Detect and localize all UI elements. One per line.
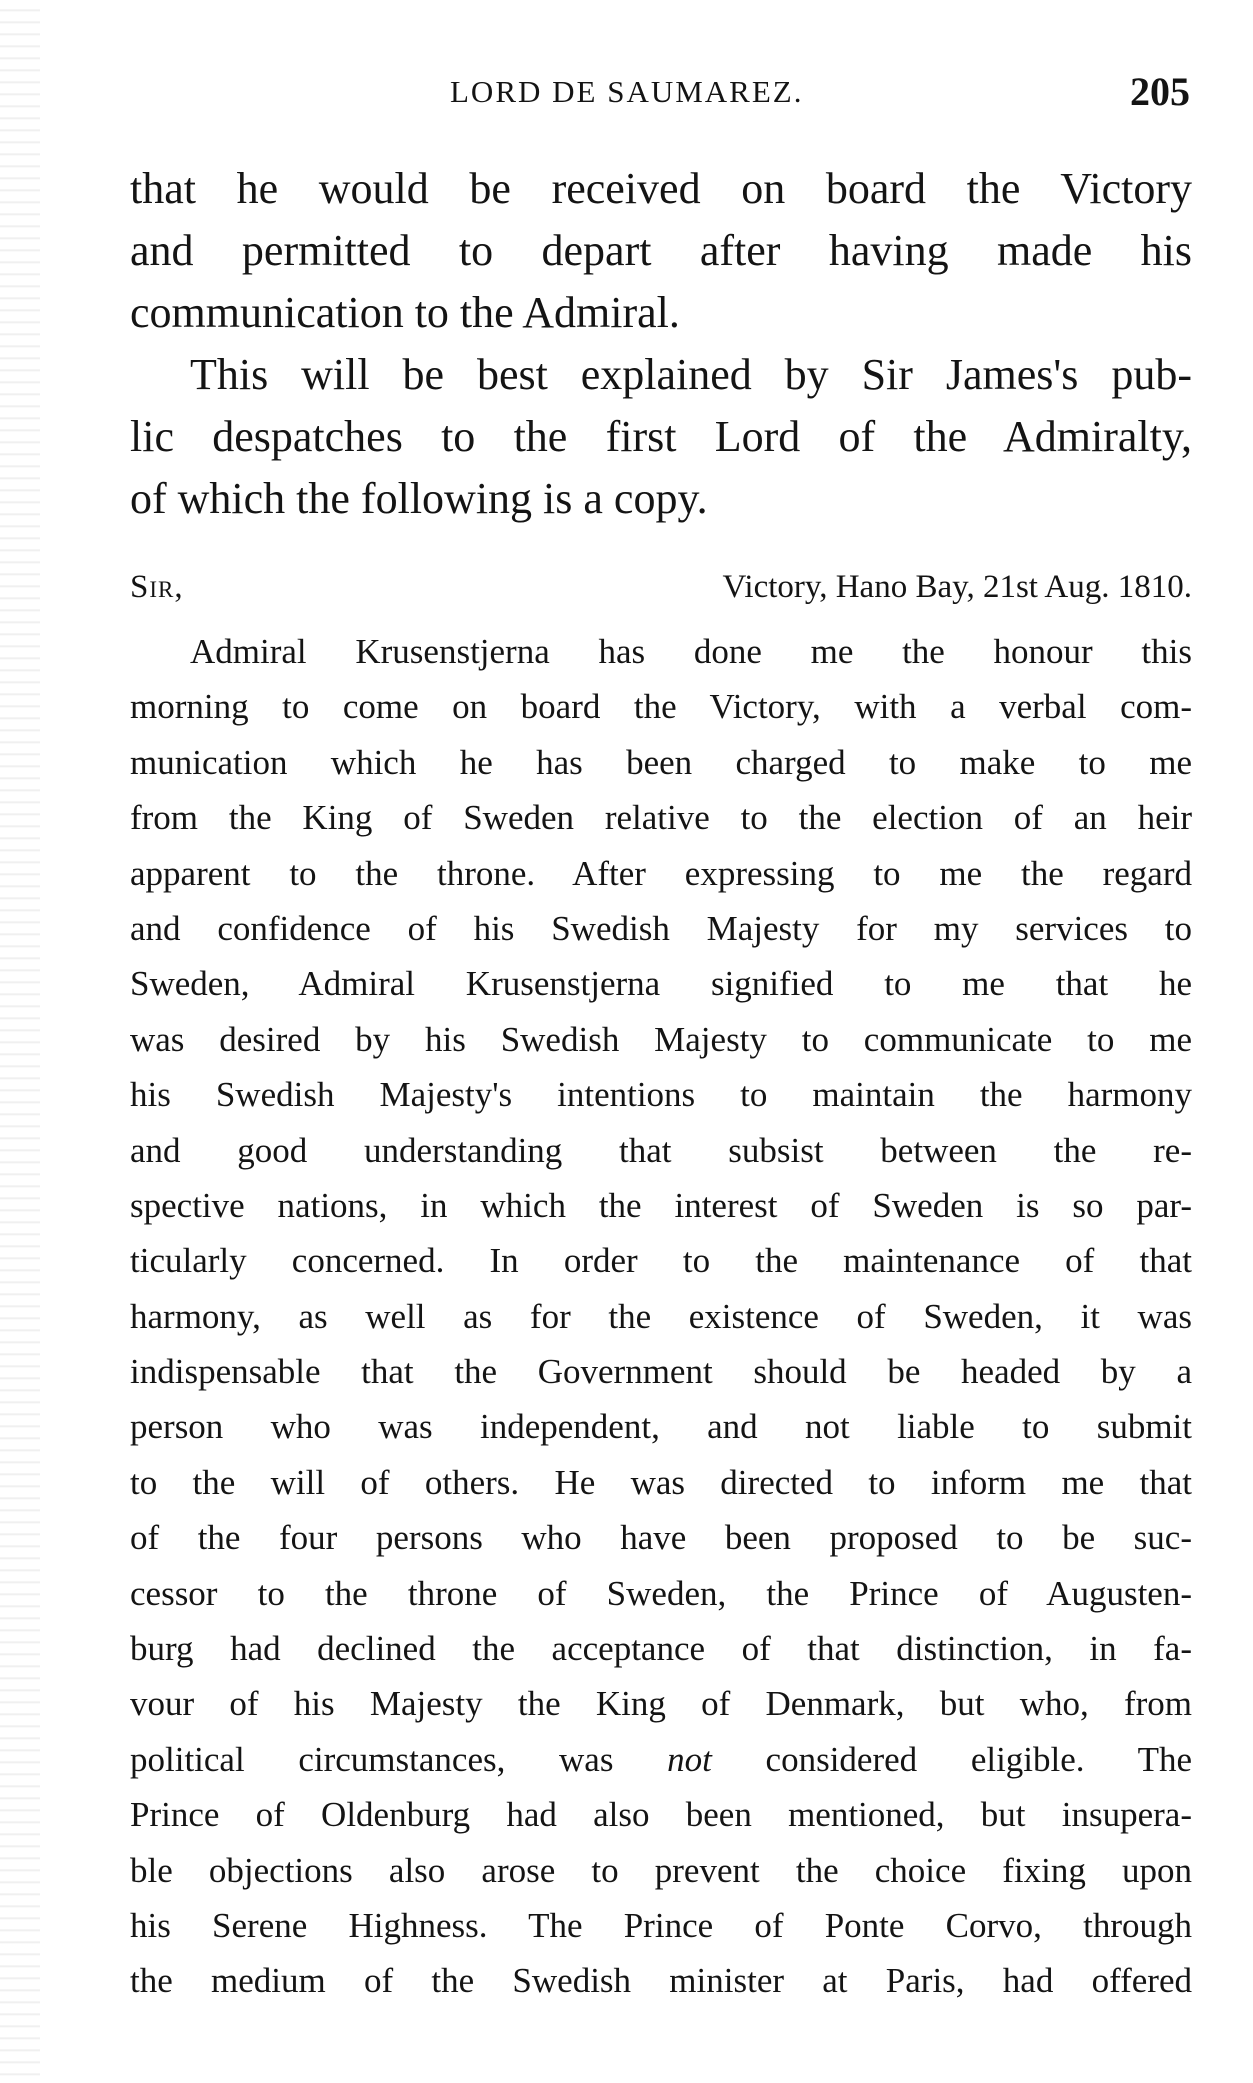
letter-line: and good understanding that subsist between the re- xyxy=(130,1130,1192,1170)
text-line: and permitted to depart after having made his xyxy=(130,226,1192,275)
letter-line: cessor to the throne of Sweden, the Prince of Augusten- xyxy=(130,1573,1192,1613)
letter-line: person who was independent, and not liable to submit xyxy=(130,1407,1192,1447)
page-number: 205 xyxy=(1130,69,1190,114)
letter-line: of the four persons who have been proposed to be suc- xyxy=(130,1518,1192,1558)
letter-line: morning to come on board the Victory, with a verbal com- xyxy=(130,687,1192,727)
letter-line: Prince of Oldenburg had also been mentioned, but insupera- xyxy=(130,1795,1192,1835)
paragraph xyxy=(130,344,1192,530)
letter-line: burg had declined the acceptance of that distinction, in fa- xyxy=(130,1629,1192,1669)
text-line: lic despatches to the first Lord of the Admiralty, xyxy=(130,412,1192,461)
letter-line: his Serene Highness. The Prince of Ponte Corvo, through xyxy=(130,1905,1192,1945)
letter-line: munication which he has been charged to make to me xyxy=(130,742,1192,782)
letter-line: Admiral Krusenstjerna has done me the honour this xyxy=(190,632,1192,671)
paragraph xyxy=(130,158,1192,344)
letter-line: spective nations, in which the interest of Sweden is so par- xyxy=(130,1185,1192,1225)
letter-line: and confidence of his Swedish Majesty for my services to xyxy=(130,908,1192,948)
letter-body xyxy=(130,624,1192,2009)
letter-line: his Swedish Majesty's intentions to maintain the harmony xyxy=(130,1075,1192,1115)
emphasized-word: not xyxy=(667,1739,712,1779)
letter-line: from the King of Sweden relative to the election of an heir xyxy=(130,798,1192,838)
letter-line: the medium of the Swedish minister at Paris, had offered xyxy=(130,1961,1192,2001)
page-header xyxy=(130,68,1190,118)
letter-line: vour of his Majesty the King of Denmark, but who, from xyxy=(130,1684,1192,1724)
letter-line: apparent to the throne. After expressing to me the regard xyxy=(130,853,1192,893)
letter-line: indispensable that the Government should be headed by a xyxy=(130,1352,1192,1392)
letter-line-with-emphasis xyxy=(130,1732,1192,1787)
text-line: that he would be received on board the Victory xyxy=(130,164,1192,213)
text-line: This will be best explained by Sir James's pub- xyxy=(190,350,1192,399)
letter-line: to the will of others. He was directed to inform me that xyxy=(130,1462,1192,1502)
letter-line: ticularly concerned. In order to the maintenance of that xyxy=(130,1241,1192,1281)
letter-salutation: Sir, xyxy=(130,569,184,605)
page-edge-speckle xyxy=(0,0,40,2083)
line-part-after: considered eligible. The xyxy=(711,1739,1192,1779)
letter-line: Sweden, Admiral Krusenstjerna signified to me that he xyxy=(130,964,1192,1004)
letter-line: ble objections also arose to prevent the choice fixing upon xyxy=(130,1850,1192,1890)
line-part-before: political circumstances, was xyxy=(130,1739,668,1779)
letter-dateline: Victory, Hano Bay, 21st Aug. 1810. xyxy=(722,569,1192,605)
narrative-text xyxy=(130,158,1192,530)
letter-line: harmony, as well as for the existence of Sweden, it was xyxy=(130,1296,1192,1336)
text-line: communication to the Admiral. xyxy=(130,288,680,337)
text-line: of which the following is a copy. xyxy=(130,474,708,523)
running-head: LORD DE SAUMAREZ. xyxy=(450,74,804,109)
letter-line: was desired by his Swedish Majesty to communicate to me xyxy=(130,1019,1192,1059)
letter-heading xyxy=(130,562,1192,612)
